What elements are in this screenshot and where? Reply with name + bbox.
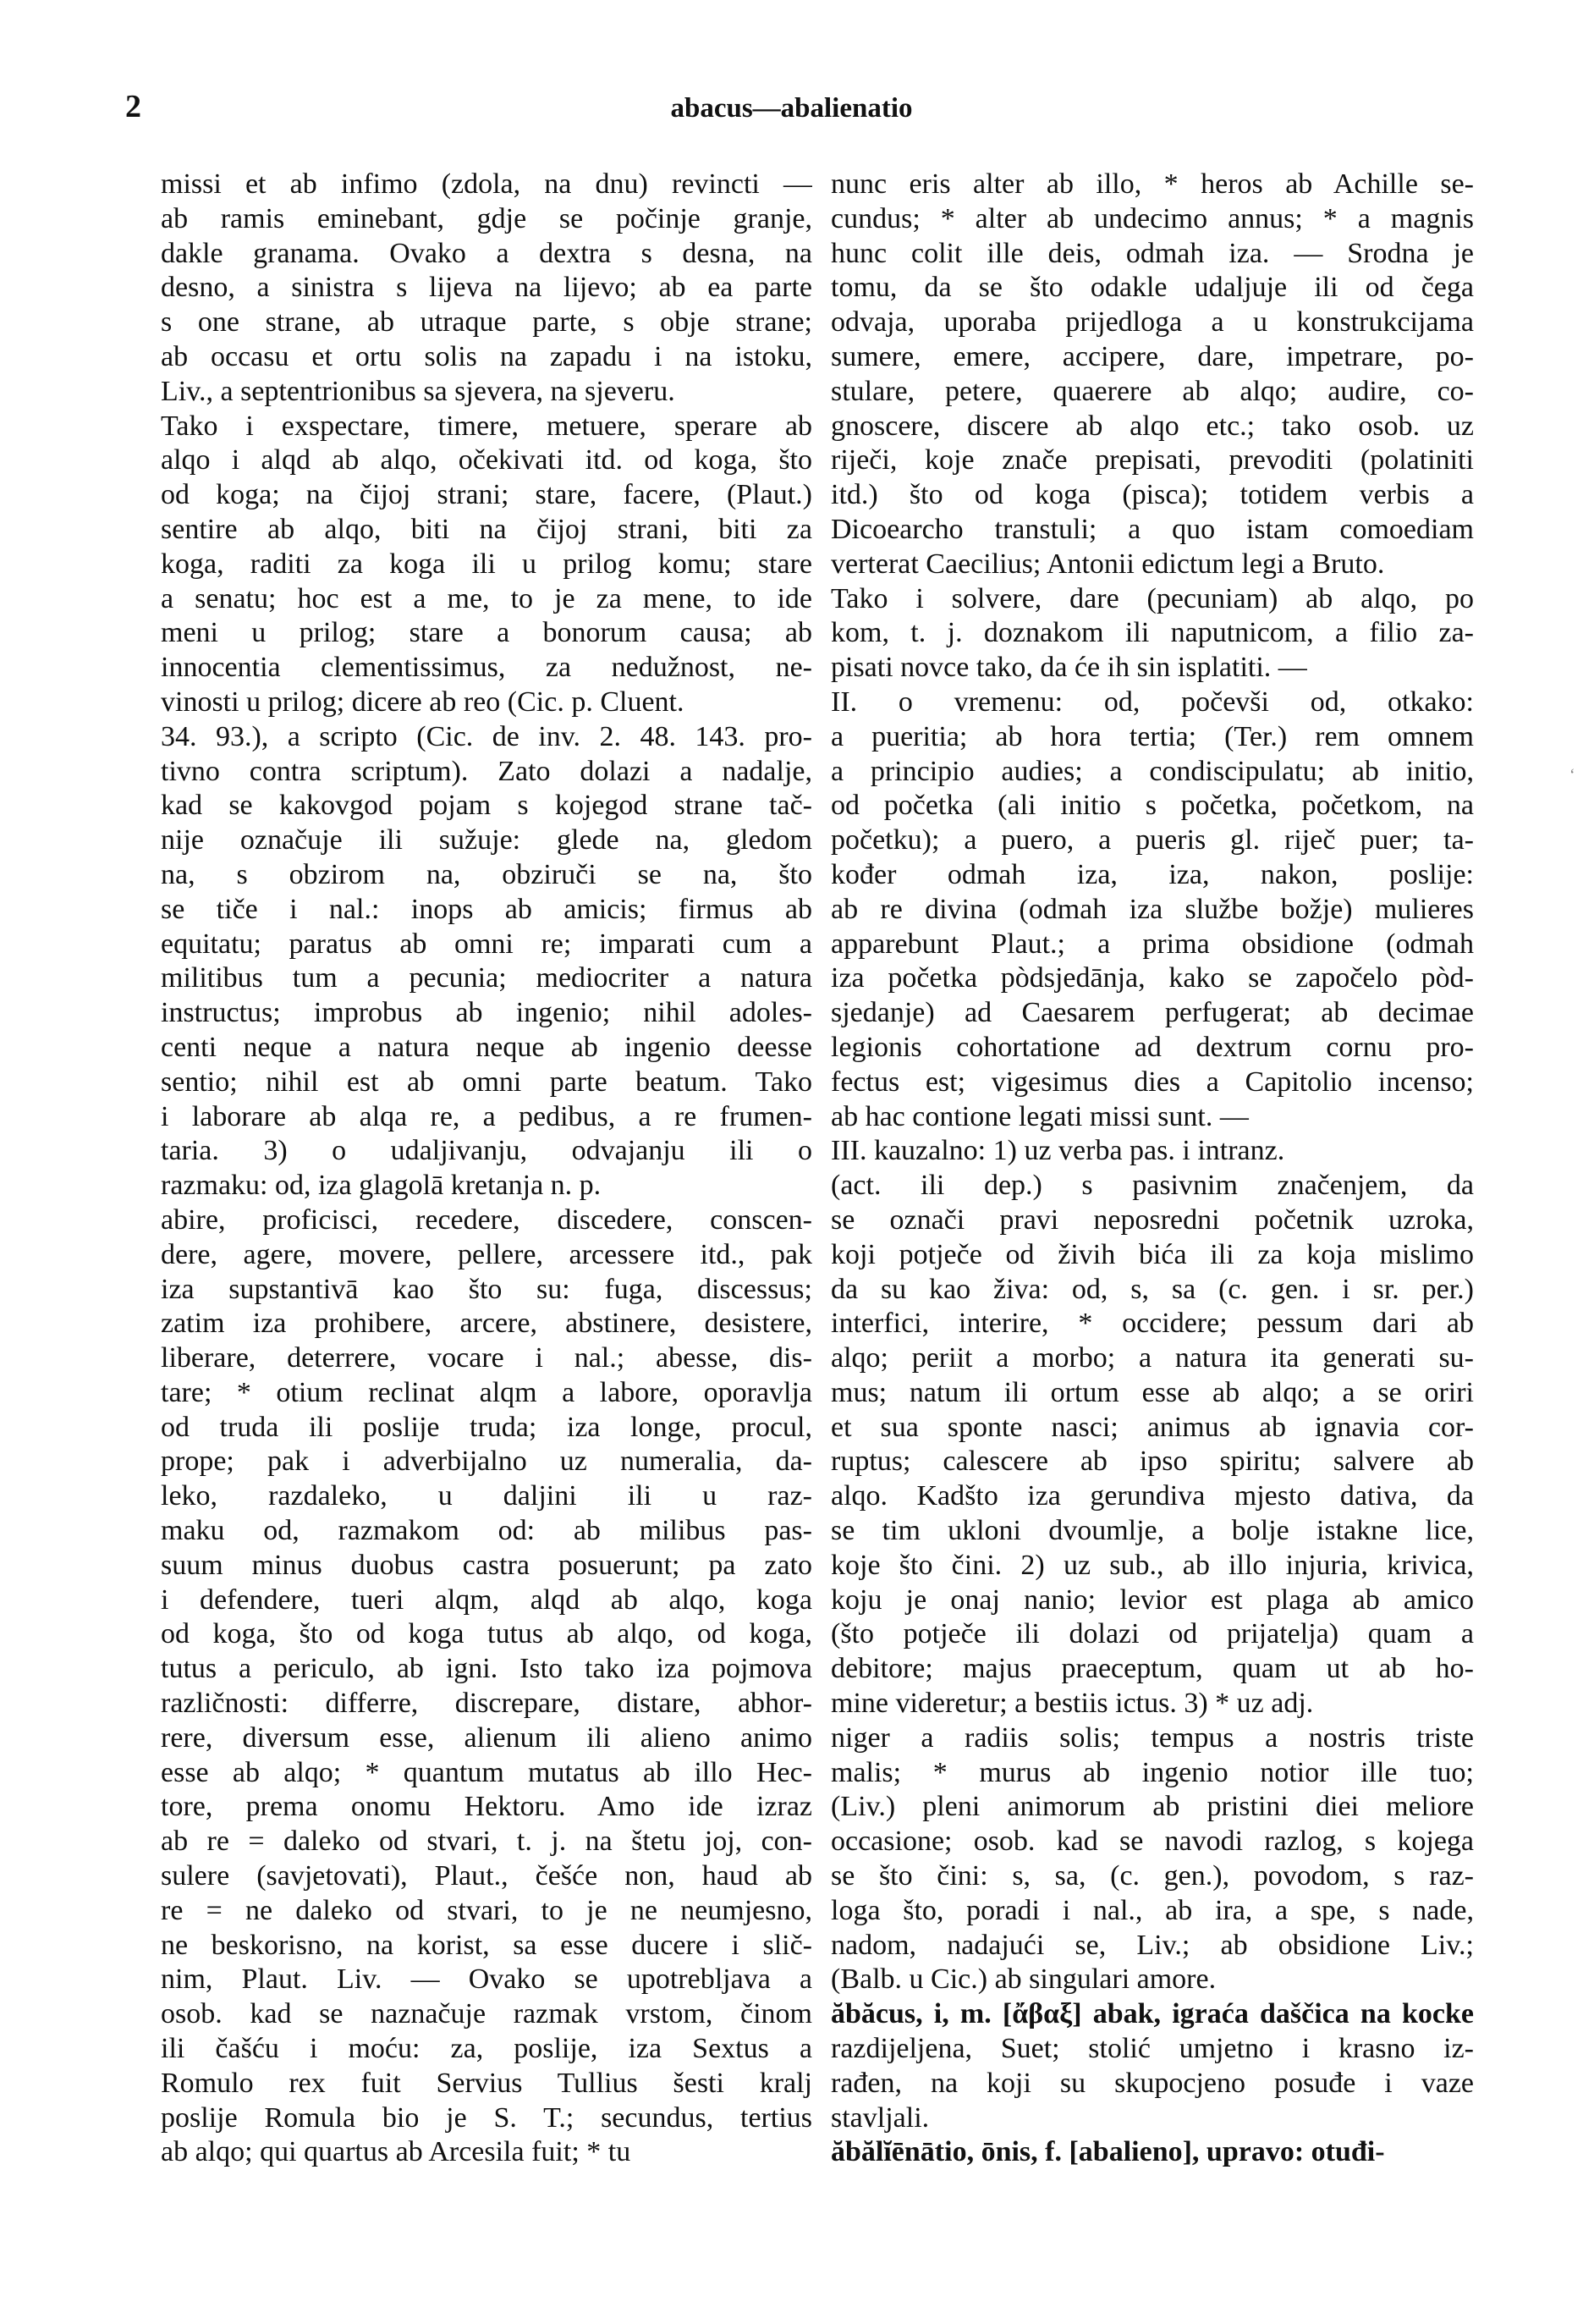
text-line: Tako i solvere, dare (pecuniam) ab alqo, po — [831, 582, 1474, 614]
text-line: verterat Caecilius; Antonii edictum legi a Bruto. — [831, 548, 1385, 580]
text-line: dere, agere, movere, pellere, arcessere itd., pak — [161, 1238, 812, 1270]
text-line: a principio audies; a condiscipulatu; ab initio, — [831, 755, 1474, 787]
text-line: i laborare ab alqa re, a pedibus, a re frumen- — [161, 1100, 812, 1132]
text-line: hunc colit ille deis, odmah iza. — Srodna je — [831, 237, 1474, 269]
text-line: Romulo rex fuit Servius Tullius šesti kralj — [161, 2067, 812, 2099]
text-line: ab re divina (odmah iza službe božje) mulieres — [831, 893, 1474, 925]
text-line: tomu, da se što odakle udaljuje ili od čega — [831, 272, 1474, 304]
text-line: iza supstantivā kao što su: fuga, discessus; — [161, 1273, 812, 1305]
text-line: razdijeljena, Suet; stolić umjetno i krasno iz- — [831, 2033, 1474, 2065]
text-line: ab re = daleko od stvari, t. j. na štetu joj, con- — [161, 1826, 812, 1858]
text-line: Dicoearcho transtuli; a quo istam comoediam — [831, 513, 1474, 545]
text-line: apparebunt Plaut.; a prima obsidione (odmah — [831, 928, 1474, 960]
text-line: meni u prilog; stare a bonorum causa; ab — [161, 617, 812, 649]
text-line: debitore; majus praeceptum, quam ut ab ho- — [831, 1653, 1474, 1685]
text-line: pisati novce tako, da će ih sin isplatiti. — — [831, 652, 1307, 684]
text-line: occasione; osob. kad se navodi razlog, s kojega — [831, 1826, 1474, 1858]
text-line: ab hac contione legati missi sunt. — — [831, 1100, 1249, 1132]
page-number: 2 — [125, 89, 141, 124]
text-line: prope; pak i adverbijalno uz numeralia, da- — [161, 1446, 812, 1478]
text-line: od koga; na čijoj strani; stare, facere, (Plaut.) — [161, 479, 812, 511]
text-line: (što potječe ili dolazi od prijatelja) quam a — [831, 1618, 1474, 1650]
text-line: alqo. Kadšto iza gerundiva mjesto dativa, da — [831, 1480, 1474, 1512]
text-line: instructus; improbus ab ingenio; nihil adoles- — [161, 997, 812, 1029]
text-line: Liv., a septentrionibus sa sjevera, na sjeveru. — [161, 375, 675, 407]
text-line: legionis cohortatione ad dextrum cornu pro- — [831, 1031, 1474, 1063]
text-line: desno, a sinistra s lijeva na lijevo; ab ea parte — [161, 272, 812, 304]
text-line: nadom, nadajući se, Liv.; ab obsidione Liv.; — [831, 1929, 1474, 1961]
text-line: koju je onaj nanio; levior est plaga ab amico — [831, 1583, 1474, 1616]
text-line: tore, prema onomu Hektoru. Amo ide izraz — [161, 1791, 812, 1823]
text-line: ab alqo; qui quartus ab Arcesila fuit; * tu — [161, 2136, 631, 2168]
running-head: abacus—abalienatio — [670, 93, 913, 124]
text-line: ăbăcus, i, m. [ἄβαξ] abak, igraća daščica na kocke — [831, 1998, 1474, 2030]
text-line: kom, t. j. doznakom ili naputnicom, a filio za- — [831, 617, 1474, 649]
text-line: abire, proficisci, recedere, discedere, conscen- — [161, 1203, 812, 1236]
text-line: mine videretur; a bestiis ictus. 3) * uz adj. — [831, 1688, 1314, 1720]
text-line: zatim iza prohibere, arcere, abstinere, desistere, — [161, 1308, 812, 1340]
text-line: sjedanje) ad Caesarem perfugerat; ab decimae — [831, 997, 1474, 1029]
text-line: se što čini: s, sa, (c. gen.), povodom, s raz- — [831, 1860, 1474, 1892]
margin-mark: ‘ — [1569, 766, 1575, 785]
text-line: missi et ab infimo (zdola, na dnu) revincti — — [161, 168, 812, 200]
text-line: cundus; * alter ab undecimo annus; * a magnis — [831, 202, 1474, 234]
text-line: niger a radiis solis; tempus a nostris triste — [831, 1721, 1474, 1754]
text-line: ab occasu et ortu solis na zapadu i na istoku, — [161, 340, 812, 372]
text-line: interfici, interire, * occidere; pessum dari ab — [831, 1308, 1474, 1340]
text-line: III. kauzalno: 1) uz verba pas. i intranz. — [831, 1135, 1285, 1167]
text-line: malis; * murus ab ingenio notior ille tuo; — [831, 1756, 1474, 1788]
text-line: se tiče i nal.: inops ab amicis; firmus ab — [161, 893, 812, 925]
text-line: na, s obzirom na, obziruči se na, što — [161, 858, 812, 890]
text-line: od truda ili poslije truda; iza longe, procul, — [161, 1411, 812, 1443]
text-line: fectus est; vigesimus dies a Capitolio incenso; — [831, 1066, 1474, 1098]
text-line: tare; * otium reclinat alqm a labore, oporavlja — [161, 1376, 812, 1408]
text-line: tutus a periculo, ab igni. Isto tako iza pojmova — [161, 1653, 812, 1685]
text-line: vinosti u prilog; dicere ab reo (Cic. p. Cluent. — [161, 686, 684, 718]
text-line: nije označuje ili sužuje: glede na, gledom — [161, 824, 812, 856]
text-line: rađen, na koji su skupocjeno posuđe i vaze — [831, 2067, 1474, 2099]
right-column — [831, 168, 1474, 2170]
text-line: iza početka pòdsjedānja, kako se započelo pòd- — [831, 962, 1474, 994]
text-line: odvaja, uporaba prijedloga a u konstrukcijama — [831, 306, 1474, 339]
text-line: početku); a puero, a pueris gl. riječ puer; ta- — [831, 824, 1474, 856]
text-line: taria. 3) o udaljivanju, odvajanju ili o — [161, 1135, 812, 1167]
text-line: kad se kakovgod pojam s kojegod strane tač- — [161, 790, 812, 822]
text-line: ne beskorisno, na korist, sa esse ducere i slič- — [161, 1929, 812, 1961]
text-line: leko, razdaleko, u daljini ili u raz- — [161, 1480, 812, 1512]
text-line: alqo; periit a morbo; a natura ita generati su- — [831, 1342, 1474, 1374]
text-line: Tako i exspectare, timere, metuere, sperare ab — [161, 410, 812, 442]
text-line: razmaku: od, iza glagolā kretanja n. p. — [161, 1170, 602, 1202]
text-line: koje što čini. 2) uz sub., ab illo injuria, krivica, — [831, 1549, 1474, 1581]
text-line: a senatu; hoc est a me, to je za mene, to ide — [161, 582, 812, 614]
text-line: centi neque a natura neque ab ingenio deesse — [161, 1031, 812, 1063]
text-line: stulare, petere, quaerere ab alqo; audire, co- — [831, 375, 1474, 407]
text-line: (act. ili dep.) s pasivnim značenjem, da — [831, 1170, 1474, 1202]
text-line: ăbălĭēnātio, ōnis, f. [abalieno], upravo: otuđi- — [831, 2136, 1385, 2168]
text-line: ruptus; calescere ab ipso spiritu; salvere ab — [831, 1446, 1474, 1478]
text-line: a pueritia; ab hora tertia; (Ter.) rem omnem — [831, 720, 1474, 752]
text-line: koga, raditi za koga ili u prilog komu; stare — [161, 548, 812, 580]
left-column — [161, 168, 812, 2170]
text-line: sumere, emere, accipere, dare, impetrare, po- — [831, 340, 1474, 372]
text-line: s one strane, ab utraque parte, s obje strane; — [161, 306, 812, 339]
text-line: (Liv.) pleni animorum ab pristini diei meliore — [831, 1791, 1474, 1823]
text-line: sulere (savjetovati), Plaut., češće non, haud ab — [161, 1860, 812, 1892]
text-line: se označi pravi neposredni početnik uzroka, — [831, 1203, 1474, 1236]
text-line: esse ab alqo; * quantum mutatus ab illo Hec- — [161, 1756, 812, 1788]
text-line: tivno contra scriptum). Zato dolazi a nadalje, — [161, 755, 812, 787]
text-line: i defendere, tueri alqm, alqd ab alqo, koga — [161, 1583, 812, 1616]
text-line: od koga, što od koga tutus ab alqo, od koga, — [161, 1618, 812, 1650]
text-line: nunc eris alter ab illo, * heros ab Achille se- — [831, 168, 1474, 200]
text-line: II. o vremenu: od, počevši od, otkako: — [831, 686, 1474, 718]
text-line: re = ne daleko od stvari, to je ne neumjesno, — [161, 1894, 812, 1926]
text-line: od početka (ali initio s početka, početkom, na — [831, 790, 1474, 822]
text-line: sentio; nihil est ab omni parte beatum. Tako — [161, 1066, 812, 1098]
text-line: et sua sponte nasci; animus ab ignavia cor- — [831, 1411, 1474, 1443]
text-line: innocentia clementissimus, za nedužnost, ne- — [161, 652, 812, 684]
text-line: liberare, deterrere, vocare i nal.; abesse, dis- — [161, 1342, 812, 1374]
text-line: rere, diversum esse, alienum ili alieno animo — [161, 1721, 812, 1754]
text-line: gnoscere, discere ab alqo etc.; tako osob. uz — [831, 410, 1474, 442]
text-line: nim, Plaut. Liv. — Ovako se upotrebljava a — [161, 1963, 812, 1996]
text-line: militibus tum a pecunia; mediocriter a natura — [161, 962, 812, 994]
text-line: riječi, koje znače prepisati, prevoditi (polatiniti — [831, 444, 1474, 476]
text-line: kođer odmah iza, iza, nakon, poslije: — [831, 858, 1474, 890]
text-line: poslije Romula bio je S. T.; secundus, tertius — [161, 2101, 812, 2134]
text-line: da su kao živa: od, s, sa (c. gen. i sr. per.) — [831, 1273, 1474, 1305]
text-line: equitatu; paratus ab omni re; imparati cum a — [161, 928, 812, 960]
text-line: alqo i alqd ab alqo, očekivati itd. od koga, što — [161, 444, 812, 476]
text-line: 34. 93.), a scripto (Cic. de inv. 2. 48. 143. pro- — [161, 720, 812, 752]
text-line: različnosti: differre, discrepare, distare, abhor- — [161, 1688, 812, 1720]
text-line: se tim ukloni dvoumlje, a bolje istakne lice, — [831, 1515, 1474, 1547]
text-line: ab ramis eminebant, gdje se počinje granje, — [161, 202, 812, 234]
text-line: ili čašću i moću: za, poslije, iza Sextus a — [161, 2033, 812, 2065]
text-line: sentire ab alqo, biti na čijoj strani, biti za — [161, 513, 812, 545]
text-line: suum minus duobus castra posuerunt; pa zato — [161, 1549, 812, 1581]
text-line: koji potječe od živih bića ili za koja mislimo — [831, 1238, 1474, 1270]
text-line: mus; natum ili ortum esse ab alqo; a se oriri — [831, 1376, 1474, 1408]
text-line: itd.) što od koga (pisca); totidem verbis a — [831, 479, 1474, 511]
text-line: dakle granama. Ovako a dextra s desna, na — [161, 237, 812, 269]
text-line: maku od, razmakom od: ab milibus pas- — [161, 1515, 812, 1547]
text-line: stavljali. — [831, 2101, 930, 2134]
text-line: loga što, poradi i nal., ab ira, a spe, s nade, — [831, 1894, 1474, 1926]
text-line: osob. kad se naznačuje razmak vrstom, činom — [161, 1998, 812, 2030]
text-line: (Balb. u Cic.) ab singulari amore. — [831, 1963, 1217, 1996]
